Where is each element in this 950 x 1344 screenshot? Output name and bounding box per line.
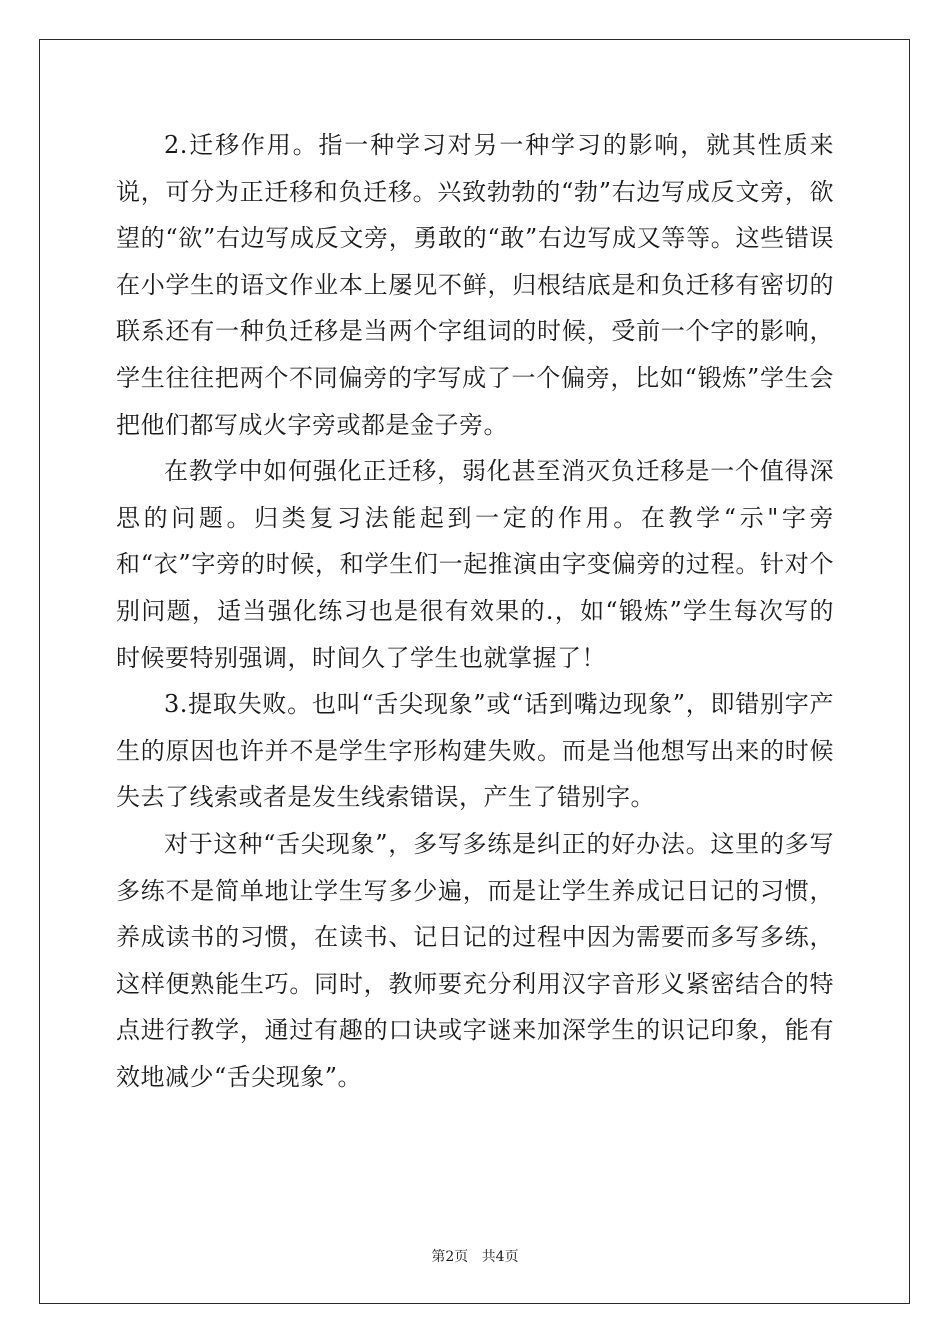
paragraph-transfer-effect: 2.迁移作用。指一种学习对另一种学习的影响，就其性质来说，可分为正迁移和负迁移。兴致勃勃的“勃”右边写成反文旁，欲望的“欲”右边写成反文旁，勇敢的“敢”右边写成又等等。这些错误在小学生的语文作业本上屡见不鲜，归根结底是和负迁移有密切的联系还有一种负迁移是当两个字组词的时候，受前一个字的影响，学生往往把两个不同偏旁的字写成了一个偏旁，比如“锻炼”学生会把他们都写成火字旁或都是金子旁。 — [116, 131, 834, 439]
document-body — [116, 122, 834, 1100]
page-number: 第2页 — [431, 1249, 469, 1265]
paragraph-tip-of-tongue-remedy: 对于这种“舌尖现象”，多写多练是纠正的好办法。这里的多写多练不是简单地让学生写多少遍，而是让学生养成记日记的习惯，养成读书的习惯，在读书、记日记的过程中因为需要而多写多练，这样便熟能生巧。同时，教师要充分利用汉字音形义紧密结合的特点进行教学，通过有趣的口诀或字谜来加深学生的识记印象，能有效地减少“舌尖现象”。 — [116, 829, 834, 1091]
paragraph-teaching-strategy: 在教学中如何强化正迁移，弱化甚至消灭负迁移是一个值得深思的问题。归类复习法能起到一定的作用。在教学“示"字旁和“衣”字旁的时候，和学生们一起推演由字变偏旁的过程。针对个别问题，适当强化练习也是很有效果的.，如“锻炼”学生每次写的时候要特别强调，时间久了学生也就掌握了！ — [116, 457, 834, 672]
page-total: 共4页 — [481, 1249, 519, 1265]
paragraph-retrieval-failure: 3.提取失败。也叫“舌尖现象”或“话到嘴边现象”，即错别字产生的原因也许并不是学生字形构建失败。而是当他想写出来的时候失去了线索或者是发生线索错误，产生了错别字。 — [116, 690, 834, 812]
page-footer — [0, 1246, 950, 1266]
